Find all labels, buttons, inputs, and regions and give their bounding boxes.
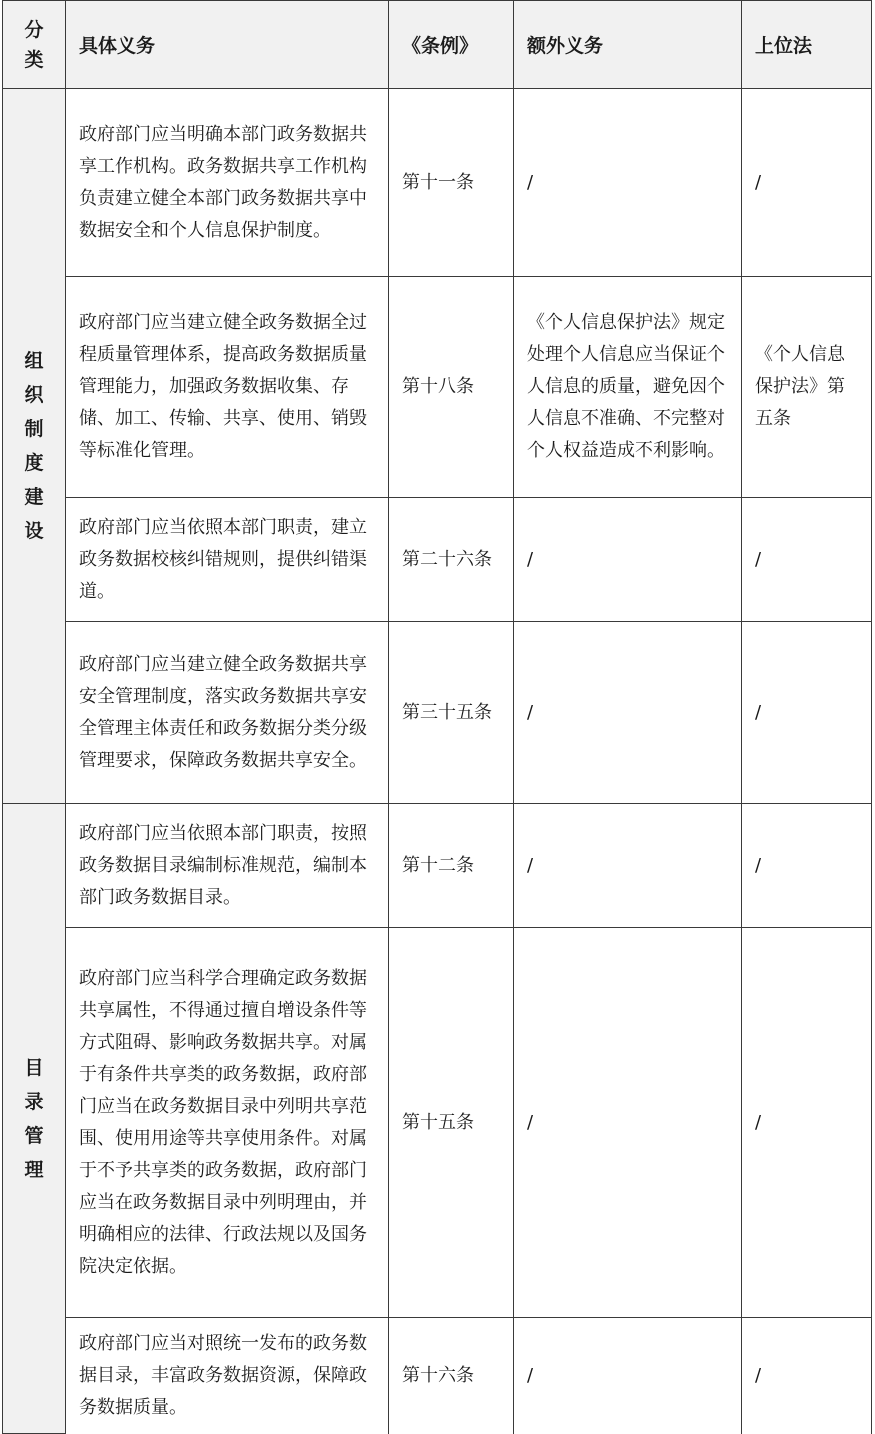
table-row: [3, 89, 872, 277]
table-row: [3, 498, 872, 622]
law-cell: /: [742, 928, 872, 1318]
article-cell: 第十一条: [389, 89, 514, 277]
table-row: [3, 928, 872, 1318]
table-row: [3, 804, 872, 928]
extra-cell: /: [514, 622, 742, 804]
duty-cell: 政府部门应当科学合理确定政务数据共享属性，不得通过擅自增设条件等方式阻碍、影响政务数据共享。对属于有条件共享类的政务数据，政府部门应当在政务数据目录中列明共享范围、使用用途等共享使用条件。对属于不予共享类的政务数据，政府部门应当在政务数据目录中列明理由，并明确相应的法律、行政法规以及国务院决定依据。: [66, 928, 389, 1318]
table-row: [3, 277, 872, 498]
extra-cell: 《个人信息保护法》规定处理个人信息应当保证个人信息的质量，避免因个人信息不准确、不完整对个人权益造成不利影响。: [514, 277, 742, 498]
law-cell: /: [742, 89, 872, 277]
duty-cell: 政府部门应当依照本部门职责，建立政务数据校核纠错规则，提供纠错渠道。: [66, 498, 389, 622]
header-duty: 具体义务: [66, 1, 389, 89]
article-cell: 第二十六条: [389, 498, 514, 622]
article-cell: 第三十五条: [389, 622, 514, 804]
duty-cell: 政府部门应当明确本部门政务数据共享工作机构。政务数据共享工作机构负责建立健全本部门政务数据共享中数据安全和个人信息保护制度。: [66, 89, 389, 277]
law-cell: /: [742, 498, 872, 622]
duty-cell: 政府部门应当建立健全政务数据共享安全管理制度，落实政务数据共享安全管理主体责任和政务数据分类分级管理要求，保障政务数据共享安全。: [66, 622, 389, 804]
law-cell: /: [742, 1318, 872, 1434]
header-regulation: 《条例》: [389, 1, 514, 89]
law-cell: 《个人信息保护法》第五条: [742, 277, 872, 498]
header-extra: 额外义务: [514, 1, 742, 89]
article-cell: 第十八条: [389, 277, 514, 498]
extra-cell: /: [514, 89, 742, 277]
extra-cell: /: [514, 498, 742, 622]
header-upper-law: 上位法: [742, 1, 872, 89]
header-row: [3, 1, 872, 89]
duty-cell: 政府部门应当依照本部门职责，按照政务数据目录编制标准规范，编制本部门政务数据目录。: [66, 804, 389, 928]
law-cell: /: [742, 804, 872, 928]
category-cell: 目录管理: [3, 804, 66, 1434]
duty-cell: 政府部门应当建立健全政务数据全过程质量管理体系，提高政务数据质量管理能力，加强政务数据收集、存储、加工、传输、共享、使用、销毁等标准化管理。: [66, 277, 389, 498]
article-cell: 第十六条: [389, 1318, 514, 1434]
table-row: [3, 622, 872, 804]
article-cell: 第十五条: [389, 928, 514, 1318]
duty-cell: 政府部门应当对照统一发布的政务数据目录，丰富政务数据资源，保障政务数据质量。: [66, 1318, 389, 1434]
obligations-table: [2, 0, 872, 1434]
law-cell: /: [742, 622, 872, 804]
extra-cell: /: [514, 928, 742, 1318]
category-cell: 组织制度建设: [3, 89, 66, 804]
header-category: 分类: [3, 1, 66, 89]
article-cell: 第十二条: [389, 804, 514, 928]
extra-cell: /: [514, 1318, 742, 1434]
extra-cell: /: [514, 804, 742, 928]
table-row: [3, 1318, 872, 1434]
